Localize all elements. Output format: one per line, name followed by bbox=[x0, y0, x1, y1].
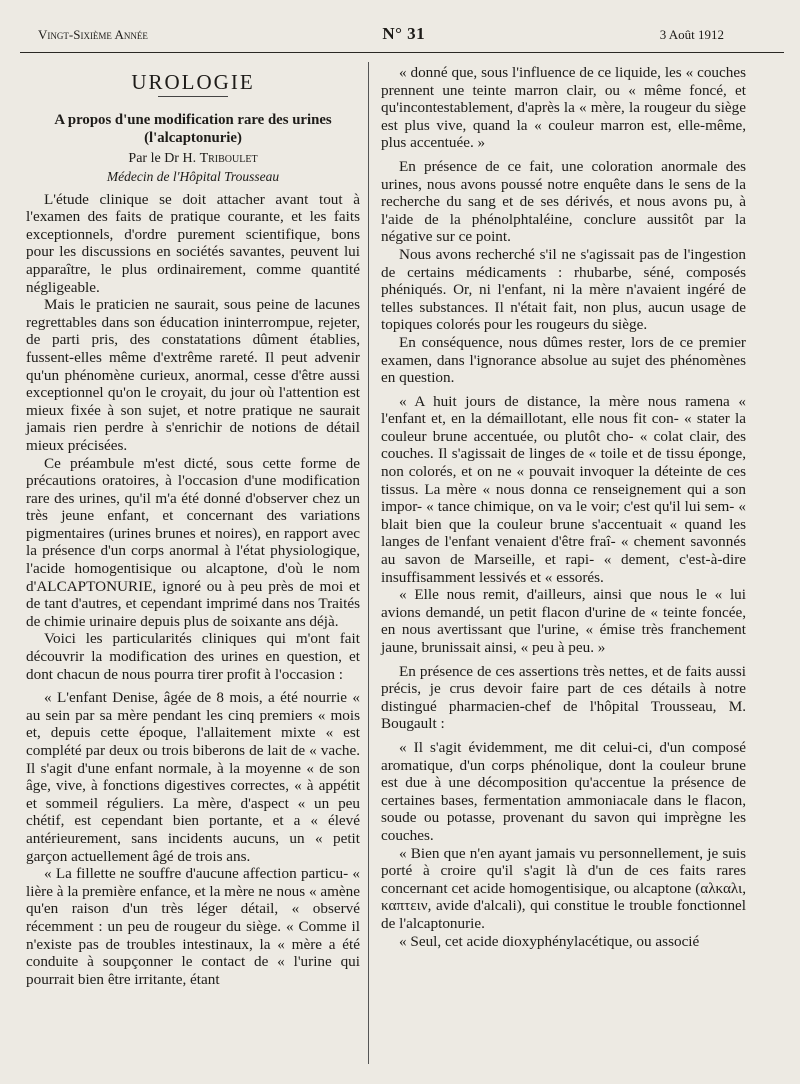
paragraph: En présence de ces assertions très nettes, et de faits aussi précis, je crus devoir faire part de ces détails à notre distingué pharmacien-chef de l'hôpital Trousseau, M. Bougault : bbox=[381, 662, 746, 733]
paragraph: Ce préambule m'est dicté, sous cette forme de précautions oratoires, à l'occasion d'une modification rare des urines, qu'il m'a été donné d'observer chez un très jeune enfant, et concernant des variations pigmentaires (urines brunes et noires), en rapport avec la présence d'un corps anormal à l'état physiologique, l'acide homogentisique ou alcaptone, d'où le nom d'ALCAPTONURIE, ignoré ou à peu près de moi et de tant d'autres, et cependant imprimé dans nos Traités de chimie urinaire depuis plus de soixante ans déjà. bbox=[26, 454, 360, 630]
header-date: 3 Août 1912 bbox=[659, 27, 724, 42]
quoted-paragraph: « La fillette ne souffre d'aucune affection particu- « lière à la première enfance, et la mère ne nous « amène qu'en raison d'un très léger détail, « observé récemment : un peu de rougeur du siège. « Comme il n'existe pas de troubles intestinaux, la « mère a été conduite à soupçonner le contact de « l'urine qui pourrait bien être irritante, étant bbox=[26, 865, 360, 988]
byline bbox=[26, 150, 360, 168]
quoted-paragraph: « donné que, sous l'influence de ce liquide, les « couches prennent une teinte marron clair, ou « même foncé, et qu'incontestablement, d'après la « mère, la rougeur du siège est plus vive, quand la « couleur marron est, elle-même, plus accentuée. » bbox=[381, 64, 746, 152]
header-volume: Vingt-Sixième Année bbox=[38, 27, 148, 42]
paragraph: Mais le praticien ne saurait, sous peine de lacunes regrettables dans son éducation ininterrompue, rejeter, de parti pris, des constatations dûment établies, fussent-elles même d'extrême rareté. Il peut advenir qu'un phénomène curieux, anormal, cesse d'être aussi exceptionnel qu'on le croyait, du jour où l'attention est mieux fixée à son sujet, et notre pratique ne saurait jamais rien perdre à s'enrichir de notions de détail mieux précisées. bbox=[26, 296, 360, 454]
quoted-paragraph: « Seul, cet acide dioxyphénylacétique, ou associé bbox=[399, 932, 700, 950]
paragraph: L'étude clinique se doit attacher avant tout à l'examen des faits de pratique courante, et les faits exceptionnels, d'ordre purement scientifique, bons pour les discussions en sociétés savantes, peuvent lui apparaître, le plus ordinairement, comme quantité négligeable. bbox=[26, 190, 360, 296]
section-title: UROLOGIE bbox=[131, 70, 255, 94]
paragraph: Nous avons recherché s'il ne s'agissait pas de l'ingestion de certains médicaments : rhubarbe, séné, composés phéniqués. Or, ni l'enfant, ni la mère n'avaient ingéré de telles substances. Il n'était fait, non plus, aucun usage de topiques colorés pour les rougeurs du siège. bbox=[381, 245, 746, 334]
byline-prefix: Par le Dr H. bbox=[128, 150, 200, 166]
paragraph: En conséquence, nous dûmes rester, lors de ce premier examen, dans l'ignorance absolue au sujet des phénomènes en question. bbox=[381, 333, 746, 387]
quoted-paragraph: « Bien que n'en ayant jamais vu personnellement, je suis porté à croire qu'il s'agit là d'un de ces faits rares concernant cet acide homogentisique, ou alcaptone (αλκαλι, καπτειν, avide d'alcali), qui constitue le trouble fonctionnel de l'alcaptonurie. bbox=[381, 844, 746, 932]
paragraph: Voici les particularités cliniques qui m'ont fait découvrir la modification des urines en question, et dont chacun de nous pourra tirer profit à l'occasion : bbox=[26, 630, 360, 683]
article-title: A propos d'une modification rare des urines (l'alcaptonurie) bbox=[54, 111, 332, 146]
quoted-paragraph: « Elle nous remit, d'ailleurs, ainsi que nous le « lui avions demandé, un petit flacon d'urine de « teinte foncée, en nous avertissant que l'urine, « émise très franchement jaune, brunissait ainsi, « peu à peu. » bbox=[381, 586, 746, 656]
paragraph: En présence de ce fait, une coloration anormale des urines, nous avons poussé notre enquête dans le sens de la recherche du sang et de ses dérivés, et nous avons pu, à l'aide de la phénolphtaléine, conclure aussitôt par la négative sur ce point. bbox=[381, 157, 746, 246]
author-affiliation: Médecin de l'Hôpital Trousseau bbox=[106, 168, 280, 184]
column-divider bbox=[368, 62, 369, 1064]
left-column bbox=[26, 64, 360, 988]
header-issue-number: N° 31 bbox=[382, 24, 426, 43]
author-name: Triboulet bbox=[199, 150, 258, 166]
section-rule bbox=[158, 96, 228, 97]
quoted-paragraph: « A huit jours de distance, la mère nous ramena « l'enfant et, en la démaillotant, elle nous fit con- « stater la couleur brune accentuée, ou plutôt cho- « colat clair, des couches. Il s'agissait de linges de « toile et de tissu éponge, non colorés, et on ne « pouvait invoquer la déteinte de ces tissus. La mère « nous donna ce renseignement qui a son impor- « tance chimique, on va le voir; c'est qu'il lui sem- « blait bien que la couleur brune s'accentuait « quand les langes de l'enfant venaient d'être fraî- « chement savonnés au savon de Marseille, et rapi- « dement, c'est-à-dire insuffisamment lessivés et « essorés. bbox=[381, 392, 746, 586]
right-column bbox=[381, 64, 746, 950]
header-rule bbox=[20, 52, 784, 53]
running-header bbox=[38, 24, 724, 46]
quoted-paragraph: « L'enfant Denise, âgée de 8 mois, a été nourrie « au sein par sa mère pendant les cinq premiers « mois et, depuis cette époque, l'allaitement mixte « est complété par deux ou trois biberons de lait de « vache. Il s'agit d'une enfant normale, à la moyenne « de son âge, vive, à fonctions digestives correctes, « à appétit et sommeil réguliers. La mère, d'aspect « un peu chétif, est cependant bien portante, et a « élevé antérieurement, sans incidents aucuns, un « petit garçon actuellement âgé de trois ans. bbox=[26, 689, 360, 865]
quoted-paragraph: « Il s'agit évidemment, me dit celui-ci, d'un composé aromatique, d'un corps phénolique, dont la couleur brune est due à une décomposition qu'accentue la présence de certaines bases, fermentation ammoniacale dans le flacon, soude ou potasse, provenant du savon qui imprègne les couches. bbox=[381, 738, 746, 844]
